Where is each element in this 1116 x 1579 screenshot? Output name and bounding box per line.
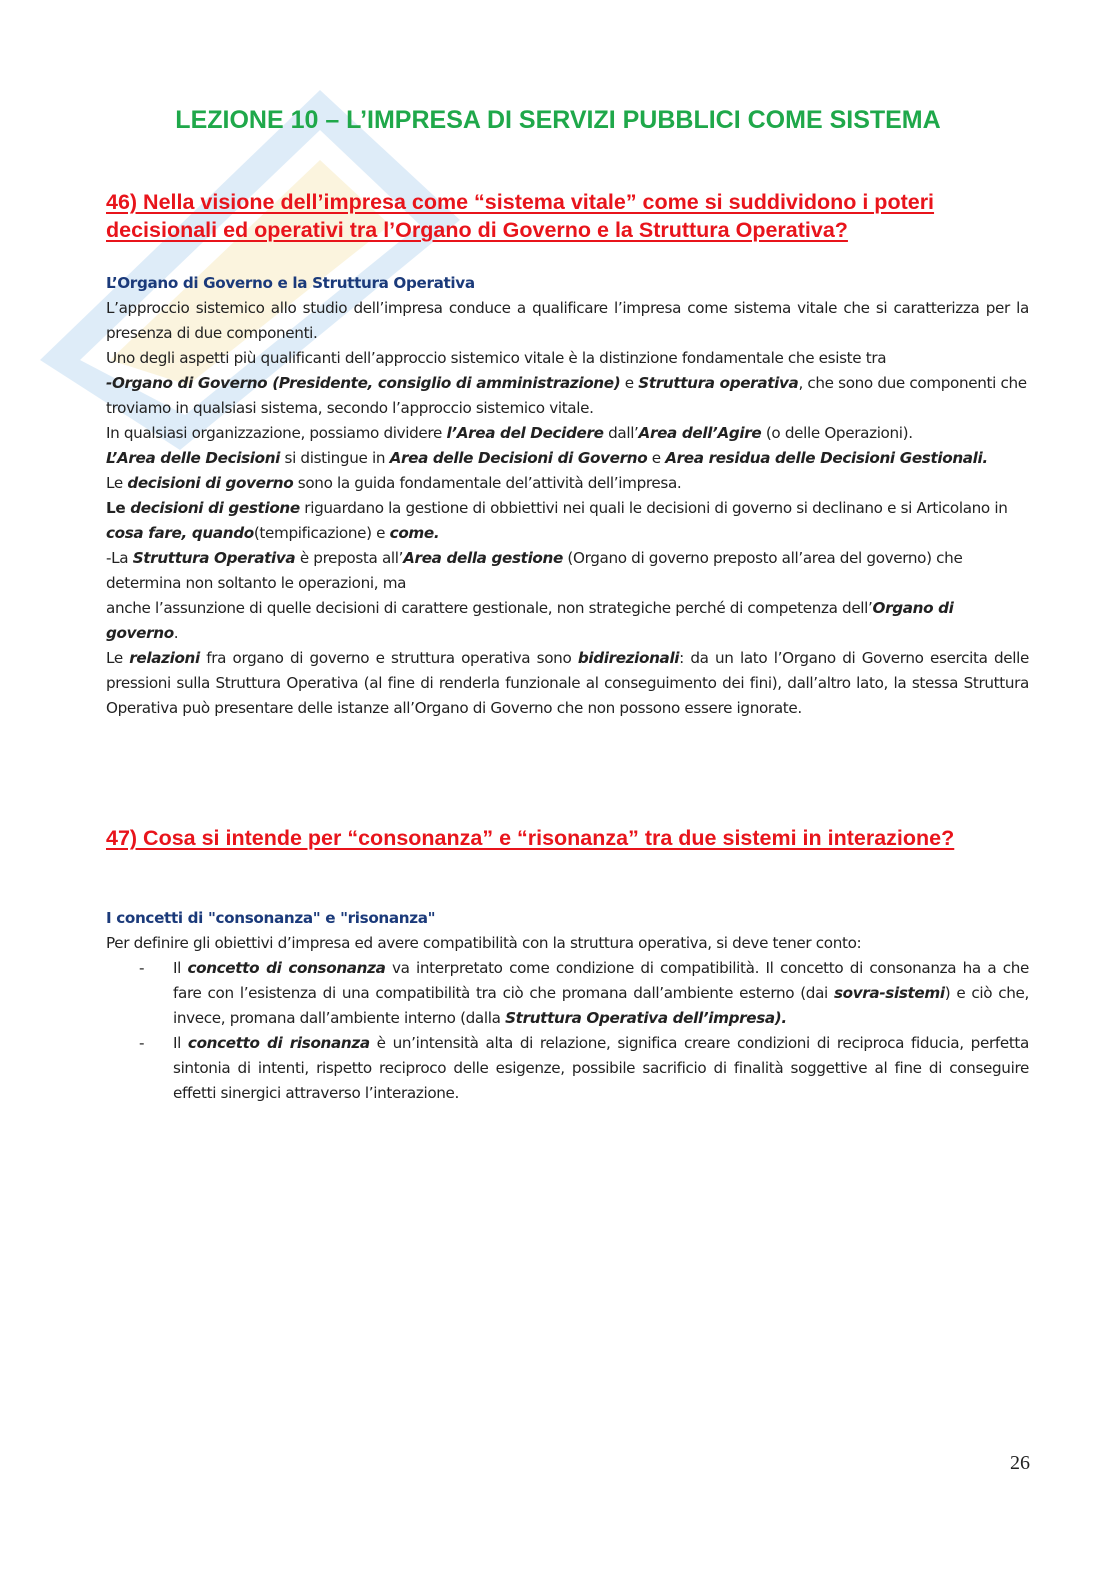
page-number: 26 <box>1010 1452 1030 1474</box>
list-item: - Il concetto di risonanza è un’intensità alta di relazione, significa creare condizioni di reciproca fiducia, perfetta sintonia di intenti, rispetto reciproco delle esigenze, possibile sacrificio di finalità soggettive al fine di conseguire effetti sinergici attraverso l’interazione. <box>106 1031 1029 1106</box>
paragraph: Uno degli aspetti più qualificanti dell’approccio sistemico vitale è la distinzione fondamentale che esiste tra <box>106 349 887 367</box>
answer-47 <box>106 906 1029 1106</box>
bullet-dash: - <box>139 1034 145 1052</box>
paragraph: Le relazioni fra organo di governo e struttura operativa sono bidirezionali: da un lato l’Organo di Governo esercita delle pressioni sulla Struttura Operativa (al fine di renderla funzionale al conseguimento dei fini), dall’altro lato, la stessa Struttura Operativa può presentare delle istanze all’Organo di Governo che non possono essere ignorate. <box>106 649 1029 717</box>
paragraph: -Organo di Governo (Presidente, consiglio di amministrazione) e Struttura operativa, che sono due componenti che troviamo in qualsiasi sistema, secondo l’approccio sistemico vitale. <box>106 374 1027 417</box>
paragraph: L’approccio sistemico allo studio dell’impresa conduce a qualificare l’impresa come sistema vitale che si caratterizza per la presenza di due componenti. <box>106 299 1029 342</box>
question-47-title: 47) Cosa si intende per “consonanza” e “risonanza” tra due sistemi in interazione? <box>106 826 955 850</box>
answer-46 <box>106 271 1029 721</box>
paragraph: L’Area delle Decisioni si distingue in Area delle Decisioni di Governo e Area residua delle Decisioni Gestionali. <box>106 449 988 467</box>
paragraph: Le decisioni di governo sono la guida fondamentale del’attività dell’impresa. <box>106 474 682 492</box>
paragraph: anche l’assunzione di quelle decisioni di carattere gestionale, non strategiche perché di competenza dell’Organo di governo. <box>106 599 954 642</box>
paragraph: Le decisioni di gestione riguardano la gestione di obbiettivi nei quali le decisioni di governo si declinano e si Articolano in cosa fare, quando(tempificazione) e come. <box>106 499 1008 542</box>
bullet-list <box>106 956 1029 1106</box>
question-46-title: 46) Nella visione dell’impresa come “sistema vitale” come si suddividono i poteri decisionali ed operativi tra l’Organo di Governo e la Struttura Operativa? <box>106 190 935 242</box>
list-item: - Il concetto di consonanza va interpretato come condizione di compatibilità. Il concetto di consonanza ha a che fare con l’esistenza di una compatibilità tra ciò che promana dall’ambiente esterno (dai sovra-sistemi) e ciò che, invece, promana dall’ambiente interno (dalla Struttura Operativa dell’impresa). <box>106 956 1029 1031</box>
paragraph: Per definire gli obiettivi d’impresa ed avere compatibilità con la struttura operativa, si deve tener conto: <box>106 934 862 952</box>
section-heading: I concetti di "consonanza" e "risonanza" <box>106 909 436 927</box>
paragraph: -La Struttura Operativa è preposta all’Area della gestione (Organo di governo preposto all’area del governo) che determina non soltanto le operazioni, ma <box>106 549 963 592</box>
section-heading: L’Organo di Governo e la Struttura Operativa <box>106 274 475 292</box>
paragraph: In qualsiasi organizzazione, possiamo dividere l’Area del Decidere dall’Area dell’Agire (o delle Operazioni). <box>106 424 913 442</box>
lesson-title: LEZIONE 10 – L’IMPRESA DI SERVIZI PUBBLICI COME SISTEMA <box>175 106 941 134</box>
bullet-dash: - <box>139 959 145 977</box>
